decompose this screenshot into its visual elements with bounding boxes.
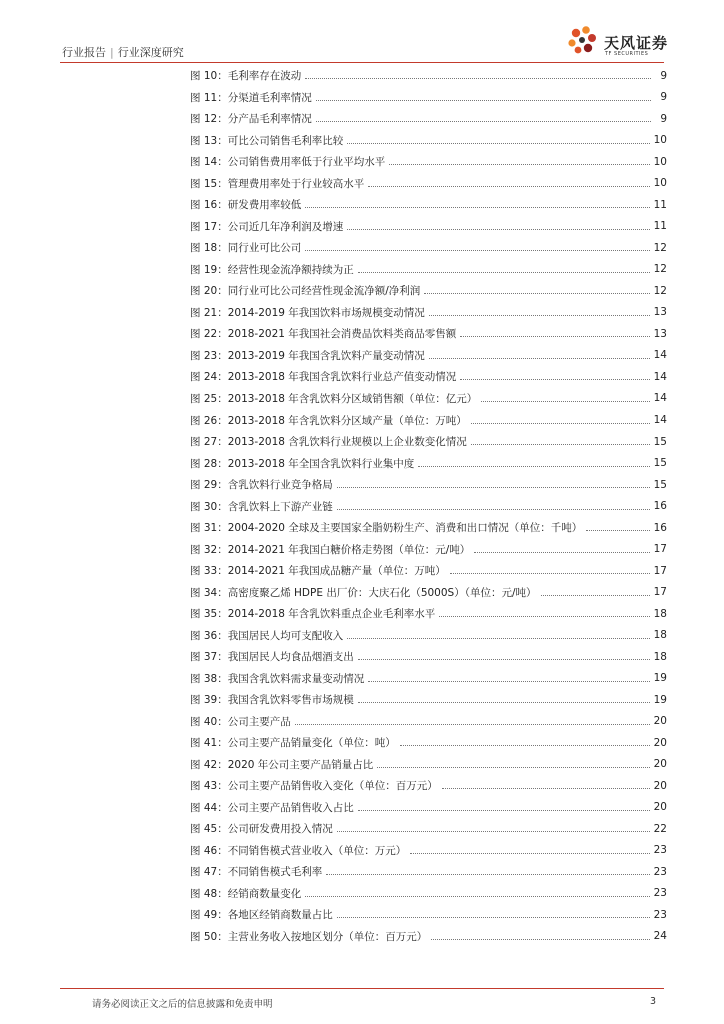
toc-entry-title: 2018-2021 年我国社会消费品饮料类商品零售额 [227, 328, 457, 341]
toc-entry[interactable] [190, 667, 667, 689]
toc-entry-label: 图 50： [190, 930, 228, 943]
toc-entry-page: 20 [653, 779, 667, 792]
toc-entry-page: 23 [653, 865, 667, 878]
toc-entry[interactable] [190, 840, 667, 862]
toc-dot-leader [347, 143, 649, 144]
toc-entry-label: 图 27： [190, 436, 228, 449]
toc-dot-leader [431, 939, 649, 940]
toc-dot-leader [316, 100, 651, 101]
toc-entry-page: 17 [653, 564, 667, 577]
toc-entry[interactable] [190, 151, 667, 173]
toc-entry-label: 图 31： [190, 522, 228, 535]
toc-entry-label: 图 13： [190, 134, 228, 147]
toc-entry[interactable] [190, 280, 667, 302]
toc-entry-label: 图 35： [190, 608, 228, 621]
toc-entry-title: 2013-2018 含乳饮料行业规模以上企业数变化情况 [227, 436, 467, 449]
toc-entry-page: 15 [653, 478, 667, 491]
toc-entry[interactable] [190, 495, 667, 517]
toc-entry-label: 图 11： [190, 91, 228, 104]
toc-entry-label: 图 10： [190, 70, 228, 83]
toc-entry-page: 14 [653, 414, 667, 426]
toc-entry-label: 图 41： [190, 737, 228, 750]
toc-entry[interactable] [190, 883, 667, 905]
toc-dot-leader [305, 207, 649, 208]
toc-dot-leader [460, 336, 649, 337]
toc-dot-leader [347, 229, 649, 230]
toc-entry-title: 管理费用率处于行业较高水平 [227, 177, 365, 190]
subcategory-label: 行业深度研究 [117, 46, 184, 59]
toc-entry[interactable] [190, 345, 667, 367]
toc-dot-leader [471, 444, 650, 445]
toc-dot-leader [474, 552, 649, 553]
toc-entry-title: 各地区经销商数量占比 [227, 909, 333, 922]
toc-entry[interactable] [190, 624, 667, 646]
toc-entry-title: 我国含乳饮料零售市场规模 [227, 694, 354, 707]
toc-entry-page: 17 [653, 586, 667, 599]
toc-dot-leader [429, 358, 650, 359]
toc-entry[interactable] [190, 130, 667, 152]
toc-entry-label: 图 29： [190, 479, 228, 492]
toc-entry-page: 9 [660, 112, 667, 125]
toc-entry[interactable] [190, 108, 667, 130]
toc-entry-title: 毛利率存在波动 [227, 70, 302, 83]
toc-entry-label: 图 47： [190, 866, 228, 879]
header-divider [60, 62, 664, 63]
toc-dot-leader [400, 745, 650, 746]
toc-dot-leader [326, 874, 649, 875]
toc-entry-title: 不同销售模式毛利率 [227, 866, 323, 879]
toc-dot-leader [358, 702, 650, 703]
toc-dot-leader [358, 659, 650, 660]
toc-entry-page: 13 [653, 306, 667, 319]
toc-entry[interactable] [190, 409, 667, 431]
toc-entry-label: 图 30： [190, 500, 228, 513]
footer-divider [60, 988, 664, 989]
toc-entry-title: 2014-2021 年我国成品糖产量（单位：万吨） [227, 565, 446, 578]
toc-entry-title: 2014-2021 年我国白糖价格走势图（单位：元/吨） [227, 543, 471, 556]
toc-entry-label: 图 24： [190, 371, 228, 384]
toc-entry-title: 2013-2018 年全国含乳饮料行业集中度 [227, 457, 415, 470]
brand-name-en: TF SECURITIES [605, 51, 649, 57]
toc-entry-page: 9 [660, 69, 667, 82]
toc-entry[interactable] [190, 237, 667, 259]
toc-entry-title: 公司近几年净利润及增速 [227, 220, 344, 233]
toc-dot-leader [337, 831, 650, 832]
toc-entry[interactable] [190, 926, 667, 948]
toc-dot-leader [586, 530, 649, 531]
toc-entry-title: 经营性现金流净额持续为正 [227, 263, 354, 276]
toc-entry-page: 13 [653, 327, 667, 340]
toc-entry[interactable] [190, 861, 667, 883]
toc-entry-label: 图 21： [190, 306, 228, 319]
brand-logo [566, 20, 676, 60]
toc-entry-title: 我国居民人均食品烟酒支出 [227, 651, 354, 664]
toc-dot-leader [442, 788, 650, 789]
toc-entry[interactable] [190, 194, 667, 216]
toc-dot-leader [358, 810, 650, 811]
toc-entry-page: 23 [653, 844, 667, 857]
toc-entry-page: 20 [653, 758, 667, 771]
toc-entry-page: 20 [653, 801, 667, 814]
report-category [62, 44, 184, 60]
footer-disclaimer: 请务必阅读正文之后的信息披露和免责申明 [92, 999, 273, 1010]
toc-entry-page: 16 [653, 521, 667, 534]
toc-entry-title: 2014-2018 年含乳饮料重点企业毛利率水平 [227, 608, 436, 621]
toc-entry[interactable] [190, 517, 667, 539]
toc-entry-label: 图 20： [190, 285, 228, 298]
toc-entry-page: 12 [653, 263, 667, 276]
toc-entry-label: 图 43： [190, 780, 228, 793]
category-separator: | [110, 46, 114, 59]
toc-entry-page: 15 [653, 457, 667, 470]
toc-dot-leader [377, 767, 649, 768]
toc-entry-page: 23 [653, 887, 667, 900]
toc-entry-page: 23 [653, 908, 667, 921]
toc-entry[interactable] [190, 581, 667, 603]
toc-entry-label: 图 44： [190, 801, 228, 814]
toc-entry-title: 公司主要产品销售收入占比 [227, 801, 354, 814]
toc-entry-label: 图 48： [190, 887, 228, 900]
toc-entry-label: 图 23： [190, 349, 228, 362]
toc-entry[interactable] [190, 388, 667, 410]
toc-entry-page: 16 [653, 500, 667, 513]
toc-dot-leader [429, 315, 650, 316]
toc-dot-leader [424, 293, 649, 294]
toc-entry[interactable] [190, 689, 667, 711]
toc-entry-label: 图 37： [190, 651, 228, 664]
toc-entry-label: 图 22： [190, 328, 228, 341]
toc-entry-title: 分渠道毛利率情况 [227, 91, 312, 104]
toc-entry[interactable] [190, 818, 667, 840]
toc-entry-page: 10 [653, 134, 667, 147]
page-header [0, 0, 724, 64]
toc-entry-page: 11 [653, 220, 667, 233]
toc-entry-title: 分产品毛利率情况 [227, 113, 312, 126]
toc-dot-leader [541, 595, 650, 596]
toc-entry-page: 14 [653, 349, 667, 362]
toc-entry-label: 图 42： [190, 758, 228, 771]
toc-entry-page: 9 [660, 91, 667, 104]
toc-entry-label: 图 28： [190, 457, 228, 470]
toc-entry-label: 图 25： [190, 392, 228, 405]
toc-dot-leader [389, 164, 649, 165]
toc-dot-leader [295, 724, 650, 725]
toc-entry[interactable] [190, 173, 667, 195]
toc-entry-title: 含乳饮料上下游产业链 [227, 500, 333, 513]
toc-entry-title: 公司销售费用率低于行业平均水平 [227, 156, 386, 169]
toc-dot-leader [471, 423, 650, 424]
toc-dot-leader [337, 509, 650, 510]
toc-entry-page: 11 [653, 198, 667, 211]
toc-entry-label: 图 16： [190, 199, 228, 212]
toc-entry[interactable] [190, 603, 667, 625]
toc-entry-label: 图 46： [190, 844, 228, 857]
toc-entry-page: 15 [653, 435, 667, 448]
toc-entry[interactable] [190, 65, 667, 87]
toc-entry[interactable] [190, 754, 667, 776]
toc-dot-leader [305, 250, 649, 251]
toc-entry-label: 图 14： [190, 156, 228, 169]
brand-name-cn: 天风证券 [604, 34, 669, 52]
toc-entry-title: 2013-2019 年我国含乳饮料产量变动情况 [227, 349, 425, 362]
toc-dot-leader [460, 379, 649, 380]
toc-entry-title: 我国含乳饮料需求量变动情况 [227, 672, 365, 685]
toc-entry[interactable] [190, 646, 667, 668]
toc-entry-page: 19 [653, 693, 667, 706]
toc-entry-title: 2013-2018 年含乳饮料分区域销售额（单位：亿元） [227, 392, 478, 405]
toc-entry-page: 10 [653, 155, 667, 168]
toc-entry-label: 图 33： [190, 565, 228, 578]
toc-entry-page: 12 [653, 241, 667, 254]
toc-entry-label: 图 45： [190, 823, 228, 836]
toc-entry-label: 图 34： [190, 586, 228, 599]
toc-entry-label: 图 12： [190, 113, 228, 126]
toc-entry-title: 同行业可比公司经营性现金流净额/净利润 [227, 285, 421, 298]
toc-entry-label: 图 49： [190, 909, 228, 922]
toc-entry-page: 14 [653, 370, 667, 383]
toc-entry-label: 图 17： [190, 220, 228, 233]
toc-entry-page: 20 [653, 715, 667, 728]
toc-entry-page: 18 [653, 607, 667, 620]
toc-entry-label: 图 36： [190, 629, 228, 642]
toc-entry-title: 公司主要产品 [227, 715, 291, 728]
toc-dot-leader [305, 896, 649, 897]
toc-entry-title: 同行业可比公司 [227, 242, 302, 255]
toc-entry-title: 高密度聚乙烯 HDPE 出厂价：大庆石化（5000S）（单位：元/吨） [227, 586, 537, 599]
toc-dot-leader [358, 272, 650, 273]
toc-entry-label: 图 32： [190, 543, 228, 556]
toc-entry[interactable] [190, 560, 667, 582]
toc-entry[interactable] [190, 431, 667, 453]
toc-entry-page: 18 [653, 629, 667, 642]
toc-entry-title: 2014-2019 年我国饮料市场规模变动情况 [227, 306, 425, 319]
toc-entry[interactable] [190, 87, 667, 109]
toc-entry[interactable] [190, 323, 667, 345]
toc-entry-label: 图 18： [190, 242, 228, 255]
toc-entry-title: 公司主要产品销售收入变化（单位：百万元） [227, 780, 438, 793]
toc-entry-page: 17 [653, 543, 667, 556]
toc-entry-page: 18 [653, 650, 667, 663]
toc-entry-title: 2013-2018 年含乳饮料分区域产量（单位：万吨） [227, 414, 467, 427]
footer-page-number: 3 [650, 996, 657, 1007]
toc-dot-leader [368, 186, 649, 187]
toc-entry-title: 不同销售模式营业收入（单位：万元） [227, 844, 407, 857]
toc-entry-title: 主营业务收入按地区划分（单位：百万元） [227, 930, 428, 943]
toc-entry[interactable] [190, 775, 667, 797]
toc-dot-leader [337, 487, 650, 488]
toc-entry[interactable] [190, 259, 667, 281]
toc-entry-title: 公司研发费用投入情况 [227, 823, 333, 836]
toc-dot-leader [481, 401, 649, 402]
toc-entry-label: 图 15： [190, 177, 228, 190]
toc-entry-title: 2013-2018 年我国含乳饮料行业总产值变动情况 [227, 371, 457, 384]
toc-dot-leader [410, 853, 649, 854]
toc-entry-page: 20 [653, 736, 667, 749]
toc-dot-leader [337, 917, 650, 918]
toc-entry[interactable] [190, 538, 667, 560]
toc-entry[interactable] [190, 732, 667, 754]
toc-dot-leader [368, 681, 649, 682]
toc-entry[interactable] [190, 904, 667, 926]
toc-entry-title: 可比公司销售毛利率比较 [227, 134, 344, 147]
toc-entry-title: 含乳饮料行业竞争格局 [227, 479, 333, 492]
toc-entry-page: 10 [653, 177, 667, 190]
toc-entry-label: 图 40： [190, 715, 228, 728]
toc-entry[interactable] [190, 366, 667, 388]
toc-entry-page: 12 [653, 284, 667, 297]
toc-entry-title: 2020 年公司主要产品销量占比 [227, 758, 374, 771]
toc-dot-leader [450, 573, 650, 574]
toc-dot-leader [347, 638, 649, 639]
toc-entry-label: 图 38： [190, 672, 228, 685]
toc-entry-title: 2004-2020 全球及主要国家全脂奶粉生产、消费和出口情况（单位：千吨） [227, 522, 583, 535]
toc-dot-leader [316, 121, 651, 122]
toc-entry[interactable] [190, 710, 667, 732]
toc-entry-label: 图 26： [190, 414, 228, 427]
toc-entry[interactable] [190, 216, 667, 238]
toc-entry-title: 经销商数量变化 [227, 887, 302, 900]
toc-entry-label: 图 39： [190, 694, 228, 707]
toc-entry-title: 我国居民人均可支配收入 [227, 629, 344, 642]
toc-dot-leader [439, 616, 649, 617]
brand-flower-icon [566, 24, 600, 58]
toc-entry-page: 14 [653, 392, 667, 405]
category-label: 行业报告 [62, 46, 106, 59]
toc-entry[interactable] [190, 474, 667, 496]
toc-entry-page: 24 [653, 930, 667, 943]
toc-entry-title: 研发费用率较低 [227, 199, 302, 212]
toc-entry[interactable] [190, 797, 667, 819]
toc-entry-label: 图 19： [190, 263, 228, 276]
toc-entry-page: 22 [653, 822, 667, 835]
toc-entry[interactable] [190, 452, 667, 474]
toc-dot-leader [305, 78, 651, 79]
toc-entry[interactable] [190, 302, 667, 324]
toc-entry-page: 19 [653, 672, 667, 685]
toc-entry-title: 公司主要产品销量变化（单位：吨） [227, 737, 396, 750]
figure-list [190, 65, 667, 947]
toc-dot-leader [418, 466, 649, 467]
